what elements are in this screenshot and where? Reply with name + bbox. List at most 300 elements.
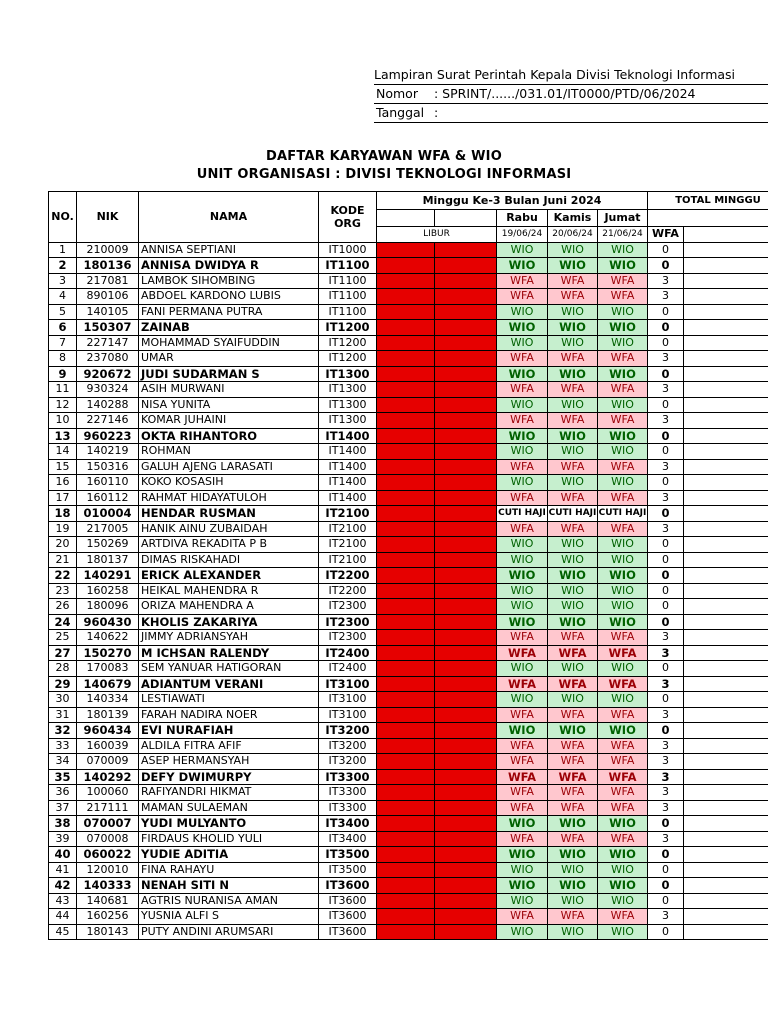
row-nik: 237080 — [77, 351, 139, 367]
row-status-rabu: WFA — [497, 738, 548, 754]
row-no: 34 — [49, 754, 77, 770]
row-status-rabu: WIO — [497, 366, 548, 382]
row-status-rabu: WFA — [497, 754, 548, 770]
row-libur-2 — [435, 614, 497, 630]
row-no: 23 — [49, 583, 77, 599]
row-nama: LAMBOK SIHOMBING — [139, 273, 319, 289]
row-nama: HEIKAL MAHENDRA R — [139, 583, 319, 599]
row-nama: YUDIE ADITIA — [139, 847, 319, 863]
row-status-rabu: WFA — [497, 490, 548, 506]
row-nama: NENAH SITI N — [139, 878, 319, 894]
row-libur-2 — [435, 273, 497, 289]
table-row — [49, 924, 768, 940]
row-status-rabu: WIO — [497, 661, 548, 677]
row-extra — [684, 289, 768, 305]
lampiran-text: Lampiran Surat Perintah Kepala Divisi Teknologi Informasi — [374, 67, 736, 82]
row-nik: 960434 — [77, 723, 139, 739]
date-jumat: 21/06/24 — [598, 227, 648, 243]
row-extra — [684, 304, 768, 320]
row-nama: ERICK ALEXANDER — [139, 568, 319, 584]
row-kode-org: IT2200 — [319, 568, 377, 584]
table-row — [49, 242, 768, 258]
day-jumat: Jumat — [598, 210, 648, 227]
table-row — [49, 459, 768, 475]
row-status-kamis: WIO — [548, 537, 598, 553]
row-status-kamis: WIO — [548, 304, 598, 320]
row-kode-org: IT3100 — [319, 692, 377, 708]
row-kode-org: IT2100 — [319, 521, 377, 537]
row-status-kamis: WIO — [548, 428, 598, 444]
row-status-jumat: WFA — [598, 645, 648, 661]
row-status-kamis: WFA — [548, 754, 598, 770]
row-wfa-count: 0 — [648, 862, 684, 878]
row-status-rabu: WIO — [497, 320, 548, 336]
tanggal-line — [374, 104, 768, 123]
row-status-jumat: WIO — [598, 242, 648, 258]
row-kode-org: IT1100 — [319, 258, 377, 274]
row-status-rabu: WIO — [497, 816, 548, 832]
row-nik: 140333 — [77, 878, 139, 894]
row-extra — [684, 800, 768, 816]
row-status-jumat: WFA — [598, 754, 648, 770]
row-status-rabu: WFA — [497, 413, 548, 429]
row-nama: AGTRIS NURANISA AMAN — [139, 893, 319, 909]
col-no-header: NO. — [49, 192, 77, 243]
row-libur-2 — [435, 568, 497, 584]
row-libur-2 — [435, 707, 497, 723]
row-kode-org: IT3600 — [319, 924, 377, 940]
row-extra — [684, 723, 768, 739]
row-status-jumat: WFA — [598, 490, 648, 506]
row-nama: FANI PERMANA PUTRA — [139, 304, 319, 320]
day-rabu: Rabu — [497, 210, 548, 227]
table-row — [49, 258, 768, 274]
row-status-kamis: WIO — [548, 568, 598, 584]
row-nik: 140219 — [77, 444, 139, 460]
row-nama: KHOLIS ZAKARIYA — [139, 614, 319, 630]
row-nama: GALUH AJENG LARASATI — [139, 459, 319, 475]
row-wfa-count: 3 — [648, 769, 684, 785]
row-extra — [684, 769, 768, 785]
row-extra — [684, 537, 768, 553]
row-nama: FARAH NADIRA NOER — [139, 707, 319, 723]
row-libur-2 — [435, 459, 497, 475]
row-extra — [684, 413, 768, 429]
row-kode-org: IT1100 — [319, 289, 377, 305]
row-libur-2 — [435, 583, 497, 599]
row-kode-org: IT2100 — [319, 552, 377, 568]
row-extra — [684, 785, 768, 801]
row-extra — [684, 568, 768, 584]
row-status-kamis: WIO — [548, 583, 598, 599]
row-libur-1 — [377, 676, 435, 692]
row-libur-1 — [377, 397, 435, 413]
row-status-rabu: WIO — [497, 614, 548, 630]
row-status-jumat: WIO — [598, 692, 648, 708]
row-nama: ARTDIVA REKADITA P B — [139, 537, 319, 553]
row-status-kamis: WFA — [548, 738, 598, 754]
row-status-rabu: WIO — [497, 444, 548, 460]
row-status-kamis: WFA — [548, 630, 598, 646]
row-no: 41 — [49, 862, 77, 878]
row-nama: ASIH MURWANI — [139, 382, 319, 398]
row-extra — [684, 707, 768, 723]
row-extra — [684, 475, 768, 491]
row-no: 25 — [49, 630, 77, 646]
row-libur-1 — [377, 909, 435, 925]
row-no: 30 — [49, 692, 77, 708]
row-status-jumat: WIO — [598, 366, 648, 382]
row-no: 44 — [49, 909, 77, 925]
row-nama: ZAINAB — [139, 320, 319, 336]
row-extra — [684, 320, 768, 336]
row-wfa-count: 3 — [648, 630, 684, 646]
table-row — [49, 304, 768, 320]
nomor-value: : SPRINT/....../031.01/IT0000/PTD/06/2024 — [434, 86, 696, 101]
row-kode-org: IT1200 — [319, 335, 377, 351]
row-nama: KOMAR JUHAINI — [139, 413, 319, 429]
row-kode-org: IT3100 — [319, 707, 377, 723]
row-kode-org: IT2400 — [319, 661, 377, 677]
table-row — [49, 707, 768, 723]
row-libur-2 — [435, 785, 497, 801]
row-status-rabu: WIO — [497, 692, 548, 708]
row-libur-2 — [435, 444, 497, 460]
row-status-kamis: WIO — [548, 893, 598, 909]
row-status-jumat: WFA — [598, 738, 648, 754]
row-libur-1 — [377, 459, 435, 475]
row-nik: 170083 — [77, 661, 139, 677]
row-nama: YUDI MULYANTO — [139, 816, 319, 832]
row-libur-2 — [435, 351, 497, 367]
table-row — [49, 273, 768, 289]
row-libur-1 — [377, 444, 435, 460]
row-nik: 140681 — [77, 893, 139, 909]
row-kode-org: IT1400 — [319, 490, 377, 506]
row-libur-1 — [377, 351, 435, 367]
row-extra — [684, 428, 768, 444]
row-kode-org: IT3300 — [319, 785, 377, 801]
row-extra — [684, 754, 768, 770]
row-status-kamis: WFA — [548, 459, 598, 475]
row-extra — [684, 242, 768, 258]
row-libur-1 — [377, 320, 435, 336]
row-nik: 180136 — [77, 258, 139, 274]
row-no: 28 — [49, 661, 77, 677]
row-status-rabu: WFA — [497, 831, 548, 847]
row-status-kamis: WIO — [548, 599, 598, 615]
row-status-rabu: WFA — [497, 289, 548, 305]
employee-rows — [49, 242, 768, 940]
row-libur-1 — [377, 893, 435, 909]
row-status-jumat: WFA — [598, 459, 648, 475]
row-nama: ANNISA DWIDYA R — [139, 258, 319, 274]
row-status-rabu: WFA — [497, 630, 548, 646]
row-wfa-count: 3 — [648, 413, 684, 429]
row-libur-1 — [377, 785, 435, 801]
row-status-kamis: WIO — [548, 816, 598, 832]
row-status-kamis: WIO — [548, 614, 598, 630]
row-status-kamis: WFA — [548, 382, 598, 398]
row-status-jumat: WIO — [598, 258, 648, 274]
row-libur-1 — [377, 413, 435, 429]
row-status-jumat: WFA — [598, 831, 648, 847]
row-kode-org: IT1400 — [319, 475, 377, 491]
row-status-rabu: WIO — [497, 335, 548, 351]
row-kode-org: IT2300 — [319, 630, 377, 646]
row-libur-1 — [377, 335, 435, 351]
row-status-jumat: WIO — [598, 878, 648, 894]
row-wfa-count: 0 — [648, 242, 684, 258]
row-status-rabu: WFA — [497, 676, 548, 692]
row-libur-2 — [435, 289, 497, 305]
table-row — [49, 382, 768, 398]
table-row — [49, 816, 768, 832]
row-kode-org: IT2300 — [319, 599, 377, 615]
row-status-jumat: WIO — [598, 816, 648, 832]
row-status-kamis: WFA — [548, 521, 598, 537]
table-row — [49, 521, 768, 537]
row-status-kamis: WFA — [548, 909, 598, 925]
row-libur-1 — [377, 583, 435, 599]
row-status-kamis: WIO — [548, 320, 598, 336]
row-status-jumat: WIO — [598, 537, 648, 553]
row-no: 45 — [49, 924, 77, 940]
row-status-rabu: WIO — [497, 878, 548, 894]
row-no: 16 — [49, 475, 77, 491]
row-libur-1 — [377, 847, 435, 863]
row-nik: 180139 — [77, 707, 139, 723]
row-nama: ORIZA MAHENDRA A — [139, 599, 319, 615]
row-kode-org: IT3500 — [319, 847, 377, 863]
row-status-jumat: WIO — [598, 568, 648, 584]
row-status-rabu: WFA — [497, 800, 548, 816]
row-nik: 180096 — [77, 599, 139, 615]
row-wfa-count: 0 — [648, 692, 684, 708]
row-nik: 160039 — [77, 738, 139, 754]
row-libur-2 — [435, 692, 497, 708]
row-nik: 140291 — [77, 568, 139, 584]
table-row — [49, 537, 768, 553]
row-libur-2 — [435, 335, 497, 351]
row-kode-org: IT2300 — [319, 614, 377, 630]
row-status-rabu: WIO — [497, 475, 548, 491]
letter-header — [374, 66, 768, 123]
row-nik: 140622 — [77, 630, 139, 646]
row-status-rabu: WIO — [497, 537, 548, 553]
row-nik: 217005 — [77, 521, 139, 537]
row-libur-2 — [435, 847, 497, 863]
date-kamis: 20/06/24 — [548, 227, 598, 243]
row-no: 9 — [49, 366, 77, 382]
row-nama: JIMMY ADRIANSYAH — [139, 630, 319, 646]
row-extra — [684, 924, 768, 940]
table-row — [49, 413, 768, 429]
row-wfa-count: 0 — [648, 320, 684, 336]
row-wfa-count: 0 — [648, 847, 684, 863]
row-extra — [684, 335, 768, 351]
table-row — [49, 568, 768, 584]
row-nik: 160112 — [77, 490, 139, 506]
row-nama: FINA RAHAYU — [139, 862, 319, 878]
row-libur-1 — [377, 692, 435, 708]
row-nama: DEFY DWIMURPY — [139, 769, 319, 785]
row-libur-1 — [377, 289, 435, 305]
row-libur-2 — [435, 242, 497, 258]
row-libur-2 — [435, 397, 497, 413]
row-status-jumat: WIO — [598, 475, 648, 491]
row-nik: 060022 — [77, 847, 139, 863]
row-status-kamis: WIO — [548, 366, 598, 382]
row-kode-org: IT3600 — [319, 878, 377, 894]
row-nama: YUSNIA ALFI S — [139, 909, 319, 925]
row-libur-2 — [435, 645, 497, 661]
table-row — [49, 614, 768, 630]
row-wfa-count: 0 — [648, 366, 684, 382]
col-kode-header: KODE ORG — [319, 192, 377, 243]
row-kode-org: IT1300 — [319, 366, 377, 382]
row-nik: 217081 — [77, 273, 139, 289]
row-libur-2 — [435, 738, 497, 754]
row-nik: 140105 — [77, 304, 139, 320]
table-row — [49, 692, 768, 708]
table-row — [49, 630, 768, 646]
row-wfa-count: 3 — [648, 459, 684, 475]
row-nik: 150270 — [77, 645, 139, 661]
row-nama: LESTIAWATI — [139, 692, 319, 708]
title-unit: UNIT ORGANISASI : DIVISI TEKNOLOGI INFORMASI — [196, 167, 572, 182]
row-wfa-count: 0 — [648, 552, 684, 568]
row-kode-org: IT1400 — [319, 444, 377, 460]
row-libur-1 — [377, 366, 435, 382]
row-status-kamis: WIO — [548, 661, 598, 677]
row-nik: 217111 — [77, 800, 139, 816]
row-nama: ALDILA FITRA AFIF — [139, 738, 319, 754]
row-status-rabu: WIO — [497, 552, 548, 568]
row-extra — [684, 614, 768, 630]
row-libur-1 — [377, 738, 435, 754]
row-status-kamis: WFA — [548, 351, 598, 367]
table-row — [49, 738, 768, 754]
table-row — [49, 490, 768, 506]
row-extra — [684, 676, 768, 692]
date-rabu: 19/06/24 — [497, 227, 548, 243]
row-wfa-count: 3 — [648, 909, 684, 925]
row-libur-2 — [435, 831, 497, 847]
table-row — [49, 289, 768, 305]
row-wfa-count: 3 — [648, 273, 684, 289]
row-status-rabu: WIO — [497, 304, 548, 320]
table-row — [49, 506, 768, 522]
row-libur-1 — [377, 599, 435, 615]
row-no: 37 — [49, 800, 77, 816]
row-wfa-count: 3 — [648, 490, 684, 506]
row-nama: OKTA RIHANTORO — [139, 428, 319, 444]
row-no: 14 — [49, 444, 77, 460]
row-libur-1 — [377, 304, 435, 320]
row-nama: JUDI SUDARMAN S — [139, 366, 319, 382]
row-kode-org: IT3300 — [319, 800, 377, 816]
row-kode-org: IT2100 — [319, 537, 377, 553]
row-no: 36 — [49, 785, 77, 801]
row-status-rabu: WFA — [497, 645, 548, 661]
row-libur-2 — [435, 630, 497, 646]
row-wfa-count: 3 — [648, 831, 684, 847]
row-status-rabu: WFA — [497, 909, 548, 925]
row-wfa-count: 0 — [648, 878, 684, 894]
row-wfa-count: 3 — [648, 707, 684, 723]
row-status-rabu: WIO — [497, 862, 548, 878]
row-extra — [684, 351, 768, 367]
row-nik: 010004 — [77, 506, 139, 522]
table-row — [49, 676, 768, 692]
row-nama: FIRDAUS KHOLID YULI — [139, 831, 319, 847]
row-status-rabu: WFA — [497, 273, 548, 289]
row-libur-1 — [377, 924, 435, 940]
row-nama: ANNISA SEPTIANI — [139, 242, 319, 258]
row-status-rabu: WFA — [497, 785, 548, 801]
row-status-rabu: WFA — [497, 351, 548, 367]
row-status-kamis: WFA — [548, 645, 598, 661]
row-status-rabu: WIO — [497, 428, 548, 444]
row-no: 39 — [49, 831, 77, 847]
row-no: 8 — [49, 351, 77, 367]
tanggal-label: Tanggal — [376, 105, 425, 120]
row-status-jumat: WFA — [598, 630, 648, 646]
row-status-kamis: WIO — [548, 847, 598, 863]
row-libur-1 — [377, 242, 435, 258]
table-row — [49, 754, 768, 770]
row-libur-1 — [377, 537, 435, 553]
row-wfa-count: 0 — [648, 924, 684, 940]
row-extra — [684, 599, 768, 615]
row-nama: ASEP HERMANSYAH — [139, 754, 319, 770]
total-subheader — [648, 210, 768, 227]
row-kode-org: IT3500 — [319, 862, 377, 878]
row-wfa-count: 0 — [648, 397, 684, 413]
row-libur-2 — [435, 661, 497, 677]
row-libur-2 — [435, 552, 497, 568]
row-no: 5 — [49, 304, 77, 320]
row-wfa-count: 3 — [648, 382, 684, 398]
table-row — [49, 351, 768, 367]
row-no: 29 — [49, 676, 77, 692]
row-nik: 140288 — [77, 397, 139, 413]
row-kode-org: IT2100 — [319, 506, 377, 522]
row-status-jumat: WIO — [598, 893, 648, 909]
row-extra — [684, 366, 768, 382]
row-status-jumat: WIO — [598, 614, 648, 630]
table-row — [49, 769, 768, 785]
row-libur-2 — [435, 769, 497, 785]
row-nama: ABDOEL KARDONO LUBIS — [139, 289, 319, 305]
row-no: 10 — [49, 413, 77, 429]
row-status-jumat: WFA — [598, 769, 648, 785]
row-libur-2 — [435, 506, 497, 522]
row-nama: NISA YUNITA — [139, 397, 319, 413]
row-status-rabu: WFA — [497, 459, 548, 475]
row-nik: 140679 — [77, 676, 139, 692]
row-no: 15 — [49, 459, 77, 475]
row-no: 38 — [49, 816, 77, 832]
row-nik: 210009 — [77, 242, 139, 258]
row-no: 6 — [49, 320, 77, 336]
row-status-kamis: WIO — [548, 258, 598, 274]
row-no: 17 — [49, 490, 77, 506]
row-status-rabu: WFA — [497, 707, 548, 723]
row-status-kamis: WIO — [548, 397, 598, 413]
row-wfa-count: 0 — [648, 661, 684, 677]
